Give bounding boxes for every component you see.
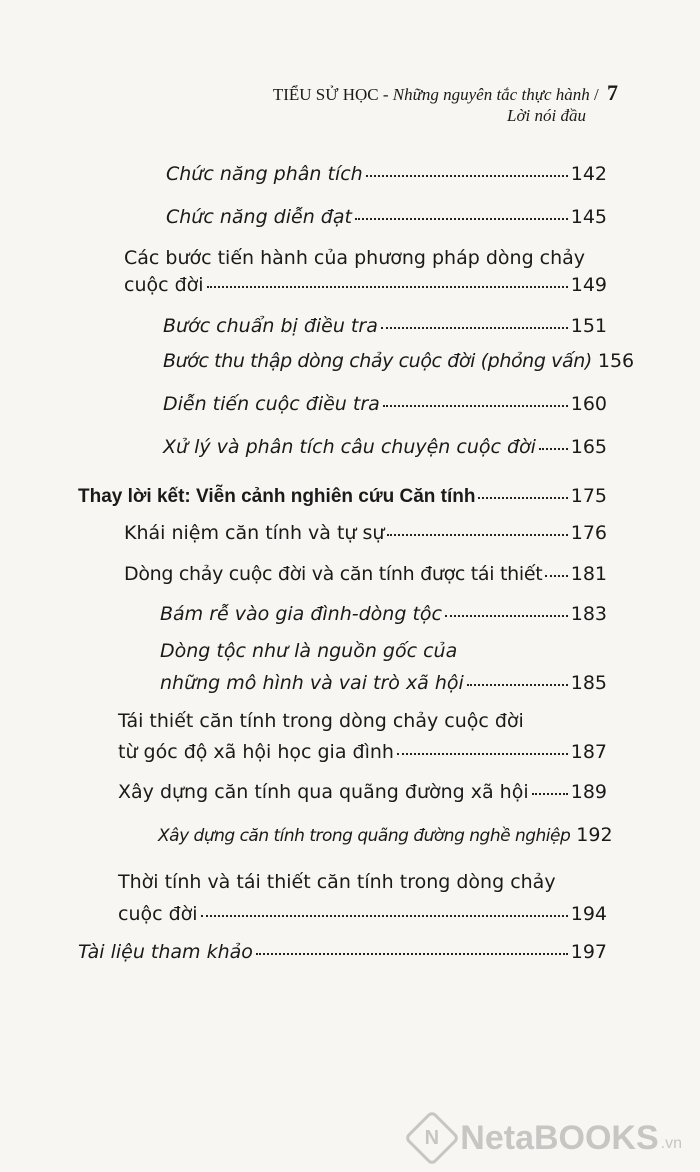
toc-entry-title: Diễn tiến cuộc điều tra (163, 393, 380, 415)
toc-entry-page: 156 (597, 350, 635, 372)
watermark-domain: .vn (660, 1135, 682, 1152)
toc-entry[interactable] (118, 734, 607, 770)
toc-entry-title: cuộc đời (124, 274, 204, 296)
dot-leader (383, 405, 568, 407)
toc-entry-page: 145 (570, 206, 607, 228)
toc-entry-page: 187 (570, 741, 607, 763)
toc-entry-title-line1: Các bước tiến hành của phương pháp dòng chảy (124, 247, 586, 269)
toc-entry-page: 183 (570, 603, 607, 625)
toc-entry[interactable] (163, 429, 607, 465)
toc-entry[interactable] (124, 267, 607, 303)
toc-entry-page: 197 (570, 941, 607, 963)
toc-entry-title-line1: Dòng tộc như là nguồn gốc của (160, 640, 458, 662)
toc-entry-chapter[interactable] (78, 478, 607, 515)
toc-entry[interactable] (118, 896, 607, 932)
toc-entry-page: 176 (570, 522, 607, 544)
toc-entry-title: từ góc độ xã hội học gia đình (118, 741, 394, 763)
toc-entry-title: Bước chuẩn bị điều tra (163, 315, 378, 337)
running-header (273, 80, 618, 106)
toc-entry-title: Thay lời kết: Viễn cảnh nghiên cứu Căn tính (78, 486, 476, 507)
toc-entry[interactable] (124, 515, 607, 551)
dot-leader (445, 615, 568, 617)
series-title: Những nguyên tắc thực hành (392, 85, 590, 104)
dot-leader (201, 915, 568, 917)
toc-entry-title: Dòng chảy cuộc đời và căn tính được tái thiết (124, 563, 543, 585)
toc-entry-title: Chức năng phân tích (166, 163, 363, 185)
toc-entry[interactable] (118, 774, 607, 810)
toc-entry-title: Khái niệm căn tính và tự sự (124, 522, 385, 544)
dot-leader (256, 953, 568, 955)
toc-entry[interactable] (163, 343, 635, 379)
section-title: Lời nói đầu (507, 106, 586, 125)
toc-entry-title: Tài liệu tham khảo (78, 941, 253, 963)
dot-leader (532, 793, 568, 795)
dot-leader (366, 175, 568, 177)
toc-entry-title: cuộc đời (118, 903, 198, 925)
page-number: 7 (607, 80, 618, 105)
dot-leader (387, 534, 567, 536)
dot-leader (467, 684, 568, 686)
dot-leader (539, 448, 568, 450)
toc-entry[interactable] (166, 156, 607, 192)
dot-leader (545, 575, 567, 577)
toc-entry-title: Xây dựng căn tính trong quãng đường nghề nghiệp (158, 826, 571, 846)
toc-entry-page: 181 (570, 563, 607, 585)
toc-entry[interactable] (158, 817, 613, 854)
toc-entry-page: 142 (570, 163, 607, 185)
toc-entry-page: 160 (570, 393, 607, 415)
dot-leader (478, 497, 567, 499)
watermark-brand: NetaBOOKS (460, 1118, 659, 1157)
toc-entry-title: những mô hình và vai trò xã hội (160, 672, 464, 694)
toc-entry-title: Chức năng diễn đạt (166, 206, 352, 228)
header-separator: / (589, 85, 603, 104)
toc-entry-page: 165 (570, 436, 607, 458)
toc-entry-title: Bám rễ vào gia đình-dòng tộc (160, 603, 442, 625)
toc-entry[interactable] (163, 386, 607, 422)
dot-leader (207, 286, 568, 288)
toc-entry-page: 175 (570, 485, 607, 507)
netabooks-logo-icon: N (404, 1110, 461, 1167)
toc-entry-page: 149 (570, 274, 607, 296)
dot-leader (381, 327, 568, 329)
dot-leader (397, 753, 568, 755)
toc-entry-page: 194 (570, 903, 607, 925)
book-title: TIỂU SỬ HỌC - (272, 85, 393, 104)
toc-entry[interactable] (78, 934, 607, 970)
toc-entry-title: Xử lý và phân tích câu chuyện cuộc đời (163, 436, 536, 458)
toc-entry[interactable] (160, 665, 607, 701)
toc-entry-title-line1: Tái thiết căn tính trong dòng chảy cuộc đời (118, 710, 524, 732)
toc-entry[interactable] (160, 596, 607, 632)
watermark (412, 1118, 682, 1158)
toc-entry-page: 192 (576, 824, 613, 846)
toc-entry-page: 185 (570, 672, 607, 694)
toc-entry-title: Xây dựng căn tính qua quãng đường xã hội (118, 781, 529, 803)
toc-entry-title-line1: Thời tính và tái thiết căn tính trong dòng chảy (118, 871, 556, 893)
toc-entry-page: 151 (570, 315, 607, 337)
toc-entry-title: Bước thu thập dòng chảy cuộc đời (phỏng vấn) (163, 350, 592, 372)
toc-entry[interactable] (124, 556, 607, 592)
toc-entry[interactable] (166, 199, 607, 235)
toc-entry-page: 189 (570, 781, 607, 803)
toc-entry[interactable] (163, 308, 607, 344)
dot-leader (355, 218, 568, 220)
